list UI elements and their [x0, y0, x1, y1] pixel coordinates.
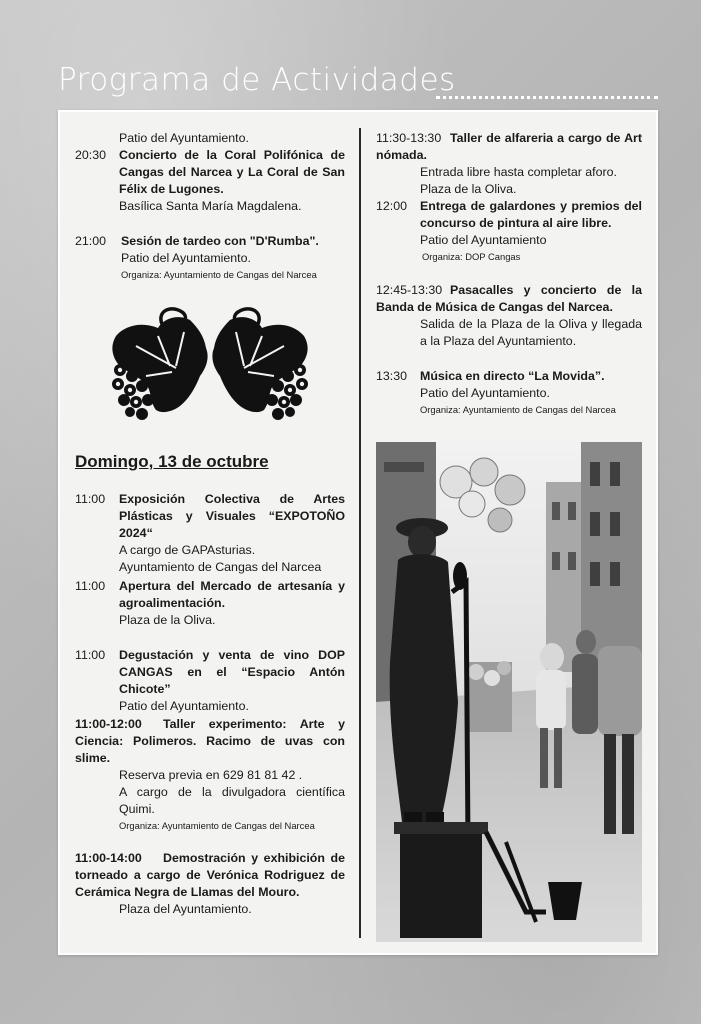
entry-title: Degustación y venta de vino DOP CANGAS en el “Espacio Antón Chicote” [119, 648, 345, 696]
title-dotted-rule [436, 92, 658, 99]
entry-time: 12:00 [376, 199, 408, 213]
entry-title: Concierto de la Coral Polifónica de Cangas del Narcea y La Coral de San Félix de Lugones. [119, 148, 345, 196]
entry-organizer: Organiza: Ayuntamiento de Cangas del Narcea [420, 404, 616, 415]
entry-detail: A cargo de GAPAsturias. [119, 543, 256, 557]
entry-detail: Patio del Ayuntamiento [420, 233, 547, 247]
entry-title: Apertura del Mercado de artesanía y agroalimentación. [119, 579, 345, 610]
entry-place: Patio del Ayuntamiento. [121, 251, 251, 265]
day-heading: Domingo, 13 de octubre [75, 452, 269, 471]
entry-detail: Plaza de la Oliva. [119, 613, 216, 627]
entry-place: Patio del Ayuntamiento. [119, 131, 249, 145]
entry-time: 12:45-13:30 [376, 283, 443, 297]
entry-time: 11:00 [75, 579, 106, 593]
entry-time: 11:00-12:00 [75, 717, 142, 731]
entry-time: 11:00 [75, 648, 106, 662]
entry-detail: A cargo de la divulgadora científica Quimi. [119, 785, 345, 816]
entry-detail: Patio del Ayuntamiento. [119, 699, 249, 713]
entry-title: Pasacalles y concierto de la Banda de Música de Cangas del Narcea. [376, 283, 642, 314]
page-title: Programa de Actividades [58, 62, 456, 98]
entry-title: Entrega de galardones y premios del concurso de pintura al aire libre. [420, 199, 642, 230]
entry-detail: Entrada libre hasta completar aforo. [420, 165, 617, 179]
entry-title: Exposición Colectiva de Artes Plásticas y Visuales “EXPOTOÑO 2024“ [119, 492, 345, 540]
entry-time: 11:00-14:00 [75, 851, 142, 865]
entry-time: 11:00 [75, 492, 106, 506]
entry-detail: Salida de la Plaza de la Oliva y llegada a la Plaza del Ayuntamiento. [420, 317, 642, 348]
entry-title: Demostración y exhibición de torneado a cargo de Verónica Rodriguez de Cerámica Negra de Llamas del Mouro. [75, 851, 345, 899]
column-divider [359, 128, 361, 938]
entry-title: Taller experimento: Arte y Ciencia: Polimeros. Racimo de uvas con slime. [75, 717, 345, 765]
entry-title: Sesión de tardeo con "D'Rumba". [121, 234, 319, 248]
grape-vine-emblem-icon [106, 306, 314, 426]
entry-title: Música en directo “La Movida”. [420, 369, 605, 383]
entry-place: Basílica Santa María Magdalena. [119, 199, 302, 213]
entry-organizer: Organiza: Ayuntamiento de Cangas del Narcea [119, 820, 315, 831]
entry-detail: Plaza del Ayuntamiento. [119, 902, 252, 916]
entry-detail: Patio del Ayuntamiento. [420, 386, 550, 400]
street-performer-photo [376, 442, 642, 942]
entry-organizer: Organiza: DOP Cangas [422, 251, 521, 262]
entry-time: 11:30-13:30 [376, 131, 442, 145]
entry-time: 20:30 [75, 148, 107, 162]
entry-detail: Plaza de la Oliva. [420, 182, 517, 196]
entry-organizer: Organiza: Ayuntamiento de Cangas del Narcea [121, 269, 317, 280]
entry-detail: Ayuntamiento de Cangas del Narcea [119, 560, 322, 574]
entry-detail: Reserva previa en 629 81 81 42 . [119, 768, 303, 782]
entry-title: Taller de alfareria a cargo de Art nómada. [376, 131, 642, 162]
entry-time: 13:30 [376, 369, 408, 383]
entry-time: 21:00 [75, 234, 107, 248]
